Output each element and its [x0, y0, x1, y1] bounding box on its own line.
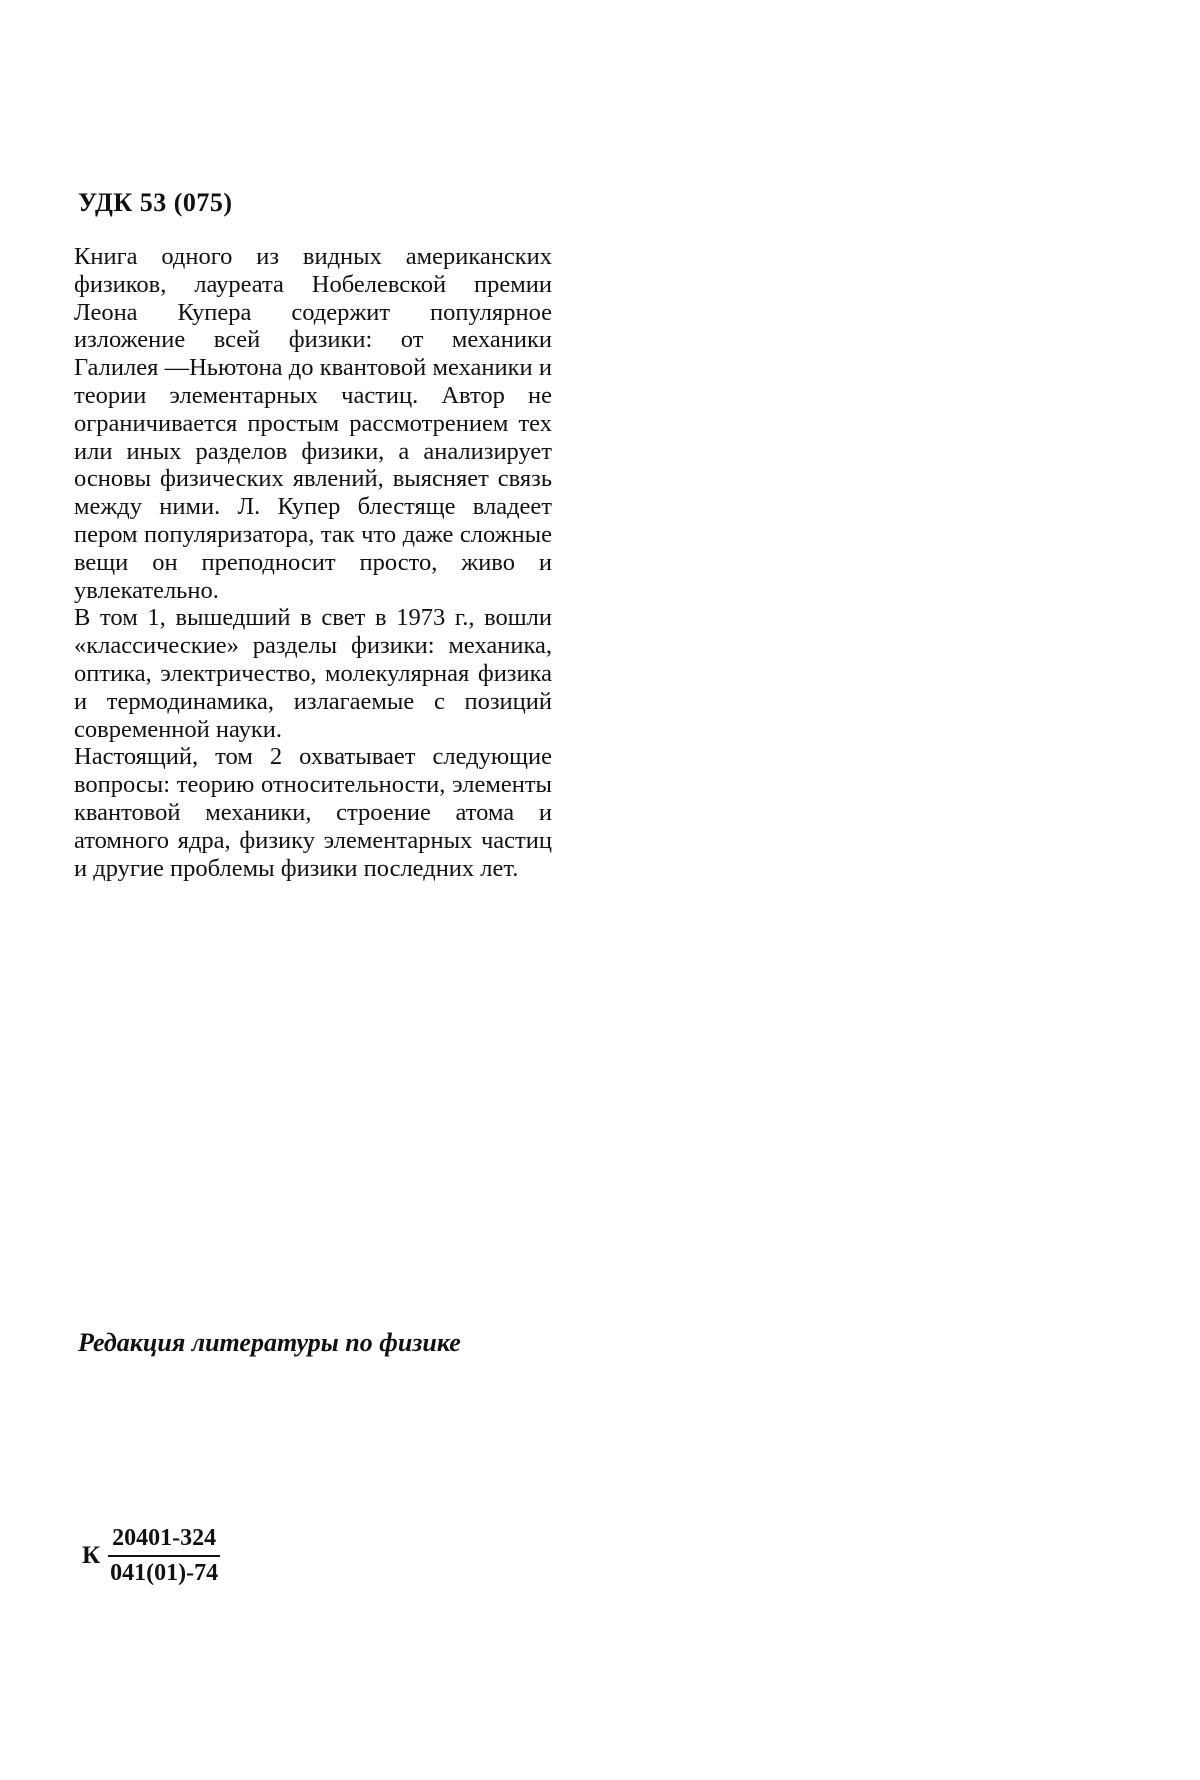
book-annotation	[74, 243, 552, 882]
editorial-board-line: Редакция литературы по физике	[78, 1328, 461, 1357]
annotation-paragraph-2: В том 1, вышедший в свет в 1973 г., вошли «классические» разделы физики: механика, оптика, электричество, молекулярная физика и термодинамика, излагаемые с позиций современной науки.	[74, 604, 552, 743]
publication-code-denominator: 041(01)-74	[110, 1560, 219, 1586]
publication-code	[82, 1525, 222, 1587]
publication-code-numerator: 20401-324	[108, 1525, 220, 1557]
annotation-paragraph-1: Книга одного из видных американских физиков, лауреата Нобелевской премии Леона Купера содержит популярное изложение всей физики: от механики Галилея —Ньютона до квантовой механики и теории элементарных частиц. Автор не ограничивается простым рассмотрением тех или иных разделов физики, а анализирует основы физических явлений, выясняет связь между ними. Л. Купер блестяще владеет пером популяризатора, так что даже сложные вещи он преподносит просто, живо и увлекательно.	[74, 243, 552, 604]
publication-code-letter: К	[82, 1542, 101, 1569]
udk-classification: УДК 53 (075)	[78, 188, 233, 217]
publication-code-fraction	[106, 1525, 222, 1587]
annotation-paragraph-3: Настоящий, том 2 охватывает следующие вопросы: теорию относительности, элементы квантовой механики, строение атома и атомного ядра, физику элементарных частиц и другие проблемы физики последних лет.	[74, 743, 552, 882]
